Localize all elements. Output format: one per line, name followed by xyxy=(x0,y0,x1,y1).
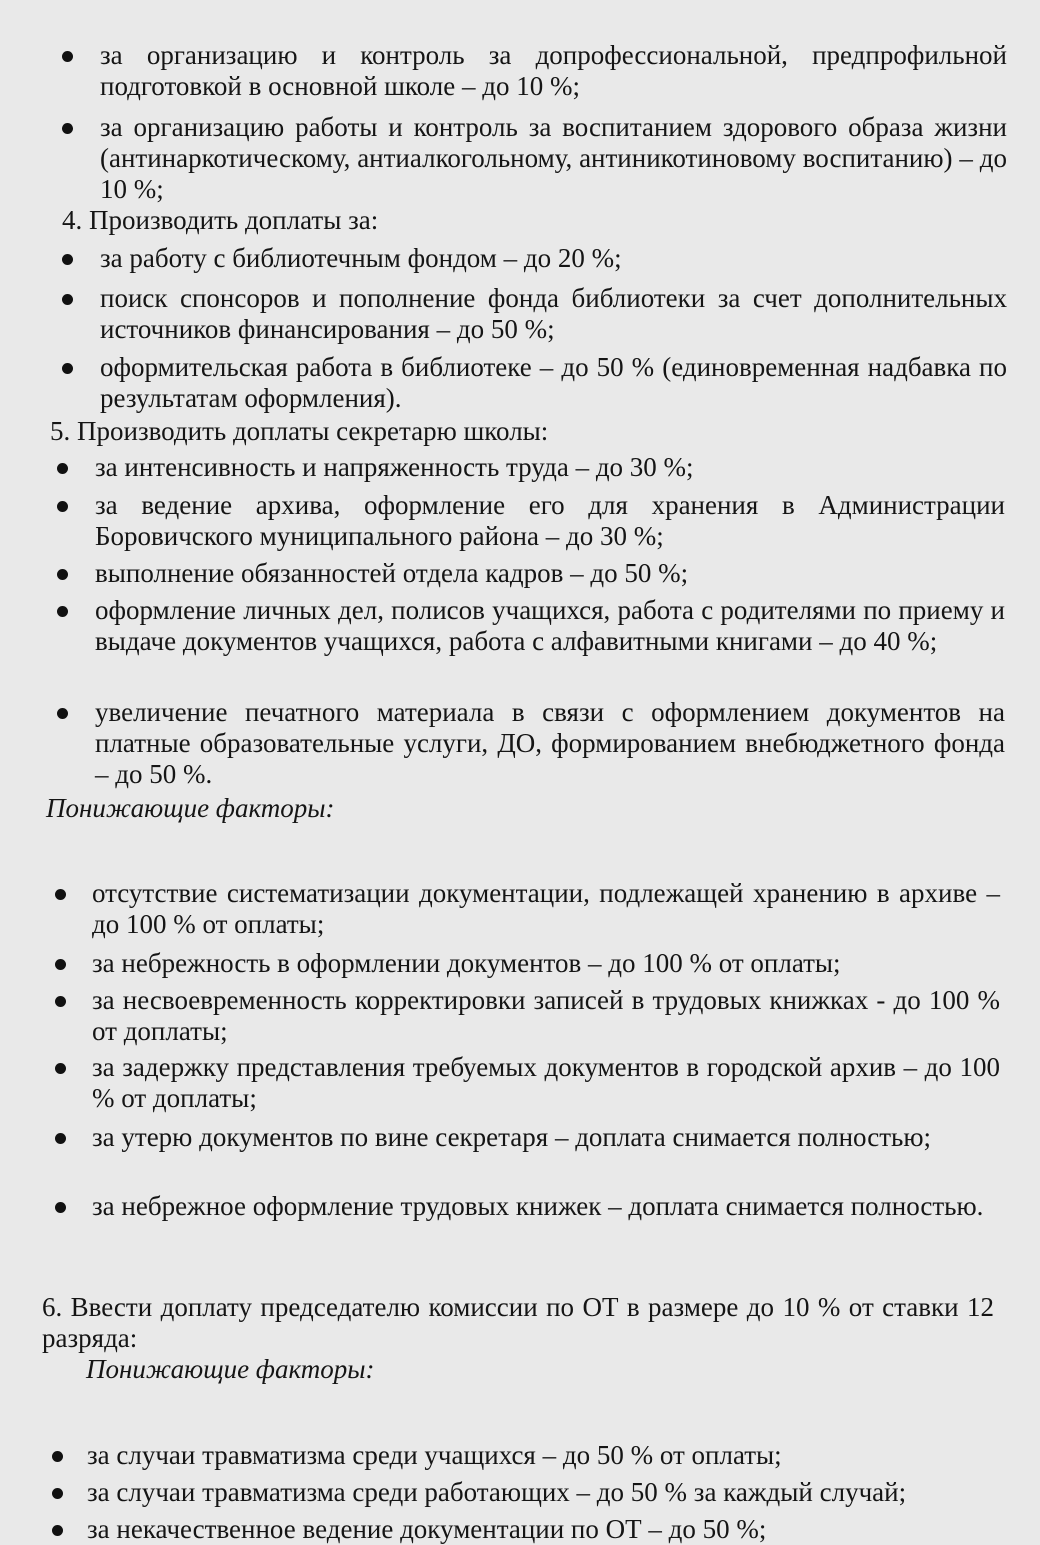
bullet-icon xyxy=(62,254,73,265)
list-item xyxy=(62,40,1007,102)
list-item-text: за утерю документов по вине секретаря – доплата снимается полностью; xyxy=(92,1122,931,1152)
reducing-factors-heading: Понижающие факторы: xyxy=(46,793,335,823)
list-item xyxy=(62,283,1007,345)
list-item-text: за задержку представления требуемых документов в городской архив – до 100 % от доплаты; xyxy=(92,1052,1000,1113)
list-item xyxy=(55,985,1000,1047)
bullet-icon xyxy=(57,569,68,580)
list-item xyxy=(57,697,1005,790)
list-item xyxy=(52,1514,1002,1545)
list-item xyxy=(62,243,1007,274)
bullet-icon xyxy=(55,1063,66,1074)
bullet-icon xyxy=(62,363,73,374)
list-item xyxy=(52,1440,1002,1471)
bullet-icon xyxy=(52,1451,63,1462)
list-item xyxy=(62,352,1007,414)
list-item-text: за интенсивность и напряженность труда – до 30 %; xyxy=(95,452,694,482)
list-item-text: выполнение обязанностей отдела кадров – до 50 %; xyxy=(95,558,689,588)
bullet-icon xyxy=(62,294,73,305)
bullet-icon xyxy=(55,889,66,900)
list-item-text: за случаи травматизма среди учащихся – до 50 % от оплаты; xyxy=(87,1440,782,1470)
list-item-text: увеличение печатного материала в связи с оформлением документов на платные образовательные услуги, ДО, формированием внебюджетного фонда – до 50 %. xyxy=(95,697,1005,789)
list-item xyxy=(62,112,1007,205)
list-item xyxy=(57,490,1005,552)
list-item-text: оформление личных дел, полисов учащихся, работа с родителями по приему и выдаче документов учащихся, работа с алфавитными книгами – до 40 %; xyxy=(95,595,1005,656)
list-item xyxy=(55,1122,1000,1153)
bullet-icon xyxy=(52,1525,63,1536)
list-item xyxy=(57,595,1005,657)
list-item xyxy=(55,1191,1000,1222)
list-item-text: отсутствие систематизации документации, подлежащей хранению в архиве – до 100 % от оплаты; xyxy=(92,878,1000,939)
list-item xyxy=(57,558,1005,589)
list-item-text: за некачественное ведение документации по ОТ – до 50 %; xyxy=(87,1514,767,1544)
section-6-paragraph: 6. Ввести доплату председателю комиссии по ОТ в размере до 10 % от ставки 12 разряда: xyxy=(42,1292,994,1353)
bullet-icon xyxy=(57,606,68,617)
bullet-icon xyxy=(57,501,68,512)
list-item xyxy=(55,878,1000,940)
bullet-icon xyxy=(55,996,66,1007)
bullet-icon xyxy=(57,708,68,719)
list-item-text: за несвоевременность корректировки записей в трудовых книжках - до 100 % от доплаты; xyxy=(92,985,1000,1046)
bullet-icon xyxy=(57,463,68,474)
bullet-icon xyxy=(55,959,66,970)
bullet-icon xyxy=(62,123,73,134)
section-4-heading: 4. Производить доплаты за: xyxy=(62,205,379,235)
list-item-text: за небрежное оформление трудовых книжек – доплата снимается полностью. xyxy=(92,1191,984,1221)
bullet-icon xyxy=(62,51,73,62)
bullet-icon xyxy=(55,1133,66,1144)
list-item xyxy=(55,1052,1000,1114)
list-item xyxy=(57,452,1005,483)
list-item-text: за небрежность в оформлении документов – до 100 % от оплаты; xyxy=(92,948,841,978)
bullet-icon xyxy=(52,1488,63,1499)
list-item-text: за организацию работы и контроль за воспитанием здорового образа жизни (антинаркотическому, антиалкогольному, антиникотиновому воспитанию) – до 10 %; xyxy=(100,112,1007,204)
list-item-text: за работу с библиотечным фондом – до 20 %; xyxy=(100,243,622,273)
list-item-text: поиск спонсоров и пополнение фонда библиотеки за счет дополнительных источников финансирования – до 50 %; xyxy=(100,283,1007,344)
list-item xyxy=(52,1477,1002,1508)
list-item-text: оформительская работа в библиотеке – до 50 % (единовременная надбавка по результатам оформления). xyxy=(100,352,1007,413)
list-item-text: за случаи травматизма среди работающих – до 50 % за каждый случай; xyxy=(87,1477,907,1507)
list-item xyxy=(55,948,1000,979)
list-item-text: за организацию и контроль за допрофессиональной, предпрофильной подготовкой в основной школе – до 10 %; xyxy=(100,40,1007,101)
section-5-heading: 5. Производить доплаты секретарю школы: xyxy=(50,416,549,446)
reducing-factors-heading: Понижающие факторы: xyxy=(86,1354,375,1384)
bullet-icon xyxy=(55,1202,66,1213)
list-item-text: за ведение архива, оформление его для хранения в Администрации Боровичского муниципального района – до 30 %; xyxy=(95,490,1005,551)
